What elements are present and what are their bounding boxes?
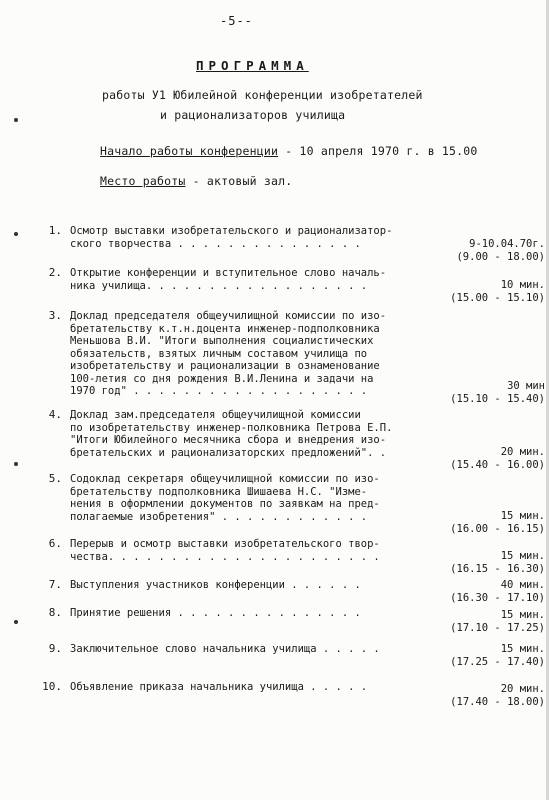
document-title: ПРОГРАММА bbox=[196, 58, 309, 73]
item-time: 15 мин. (16.15 - 16.30) bbox=[450, 550, 545, 575]
start-line bbox=[100, 144, 478, 158]
page-number: -5-- bbox=[220, 14, 253, 28]
item-text: Осмотр выставки изобретательского и рационализатор- ского творчества . . . . . . . . . . . . . . . bbox=[70, 225, 393, 250]
item-time: 20 мин. (17.40 - 18.00) bbox=[450, 683, 545, 708]
item-text: Перерыв и осмотр выставки изобретательского твор- чества. . . . . . . . . . . . . . . . . . . . . . bbox=[70, 538, 380, 563]
item-number: 8. bbox=[48, 606, 62, 619]
punch-mark bbox=[14, 118, 18, 122]
punch-mark bbox=[14, 620, 18, 624]
subtitle-line-1: работы У1 Юбилейной конференции изобретателей bbox=[102, 88, 423, 102]
item-text: Заключительное слово начальника училища . . . . . bbox=[70, 643, 380, 655]
item-time: 10 мин. (15.00 - 15.10) bbox=[450, 279, 545, 304]
item-text: Объявление приказа начальника училища . . . . . bbox=[70, 681, 368, 693]
start-label: Начало работы конференции bbox=[100, 144, 279, 158]
item-number: 5. bbox=[48, 472, 62, 485]
item-text: Открытие конференции и вступительное слово началь- ника училища. . . . . . . . . . . . . . . . . . bbox=[70, 267, 387, 292]
item-number: 4. bbox=[48, 408, 62, 421]
item-text: Доклад председателя общеучилищной комиссии по изо- бретательству к.т.н.доцента инженер-подполковника Меньшова В.И. "Итоги выполнения социалистических обязательств, взятых личным составом училища по изобретательству и рационализации в ознаменование 100-летия со дня рождения В.И.Ленина и задачи на 1970 год" . . . . . . . . . . . . . . . . . . . bbox=[70, 310, 387, 397]
item-number: 6. bbox=[48, 537, 62, 550]
place-value: - актовый зал. bbox=[185, 174, 293, 188]
item-time: 30 мин (15.10 - 15.40) bbox=[450, 380, 545, 405]
item-text: Содоклад секретаря общеучилищной комиссии по изо- бретательству подполковника Шишаева Н.С. "Изме- нения в оформлении документов по заявкам на пред- полагаемые изобретения" . . . . . . . . . . . . bbox=[70, 473, 380, 523]
item-number: 3. bbox=[48, 309, 62, 322]
item-time: 9-10.04.70г. (9.00 - 18.00) bbox=[456, 238, 545, 263]
item-number: 2. bbox=[48, 266, 62, 279]
place-label: Место работы bbox=[100, 174, 186, 188]
item-number: 1. bbox=[48, 224, 62, 237]
punch-mark bbox=[14, 232, 18, 236]
item-number: 10. bbox=[42, 680, 62, 693]
item-time: 20 мин. (15.40 - 16.00) bbox=[450, 446, 545, 471]
item-number: 9. bbox=[48, 642, 62, 655]
item-number: 7. bbox=[48, 578, 62, 591]
item-text: Принятие решения . . . . . . . . . . . . . . . bbox=[70, 607, 361, 619]
punch-mark bbox=[14, 462, 18, 466]
item-time: 15 мин. (16.00 - 16.15) bbox=[450, 510, 545, 535]
subtitle-line-2: и рационализаторов училища bbox=[160, 108, 346, 122]
item-text: Выступления участников конференции . . . . . . bbox=[70, 579, 361, 591]
place-line bbox=[100, 174, 292, 188]
item-time: 15 мин. (17.10 - 17.25) bbox=[450, 609, 545, 634]
item-time: 15 мин. (17.25 - 17.40) bbox=[450, 643, 545, 668]
item-text: Доклад зам.председателя общеучилищной комиссии по изобретательству инженер-полковника Петрова Е.П. "Итоги Юбилейного месячника сбора и внедрения изо- бретательских и рационализаторских предложений". . bbox=[70, 409, 393, 459]
item-time: 40 мин. (16.30 - 17.10) bbox=[450, 579, 545, 604]
start-value: - 10 апреля 1970 г. в 15.00 bbox=[278, 144, 478, 158]
